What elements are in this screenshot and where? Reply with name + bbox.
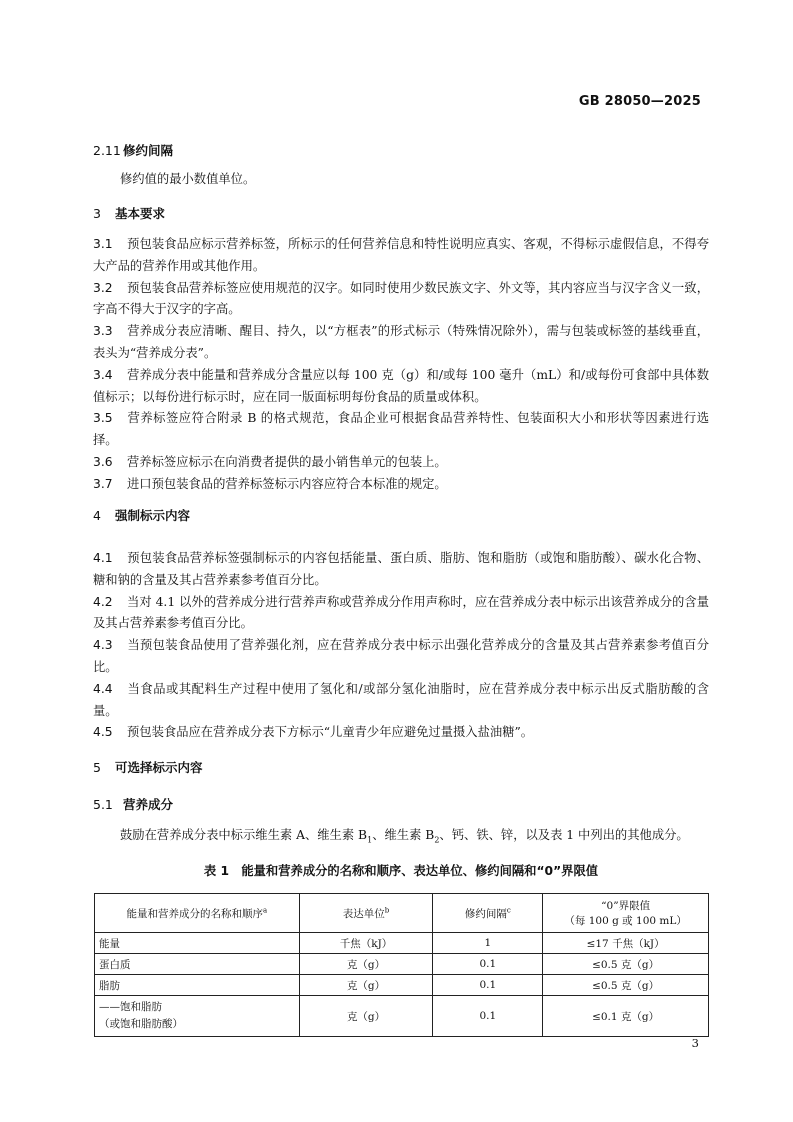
paragraph: 修约值的最小数值单位。 (120, 172, 256, 186)
clause-number: 4.5 (93, 725, 113, 740)
section-heading (93, 795, 709, 815)
section-3 (93, 204, 709, 496)
clause-number: 3.2 (93, 280, 113, 295)
cell-limit: ≤0.5 克（g） (543, 975, 709, 996)
table-caption: 表 1 能量和营养成分的名称和顺序、表达单位、修约间隔和“0”界限值 (203, 864, 599, 878)
clause-number: 4.4 (93, 681, 113, 696)
text-run: 、钙、铁、锌，以及表 1 中列出的其他成分。 (439, 828, 689, 842)
section-number: 4 (93, 508, 101, 523)
subscript: 1 (367, 835, 373, 845)
clause (93, 679, 709, 723)
clause-number: 3.6 (93, 454, 113, 469)
cell-interval: 0.1 (433, 975, 543, 996)
clause-text: 当食品或其配料生产过程中使用了氢化和/或部分氢化油脂时，应在营养成分表中标示出反式脂肪酸的含量。 (93, 681, 709, 718)
clause-list (93, 234, 709, 496)
text-run: 鼓励在营养成分表中标示维生素 A、维生素 B (120, 828, 368, 842)
cell-interval: 0.1 (433, 996, 543, 1037)
section-heading (93, 758, 709, 778)
clause-text: 预包装食品营养标签强制标示的内容包括能量、蛋白质、脂肪、饱和脂肪（或饱和脂肪酸）、碳水化合物、糖和钠的含量及其占营养素参考值百分比。 (93, 551, 709, 587)
section-5-1 (93, 795, 709, 851)
header-limit: “0”界限值 （每 100 g 或 100 mL） (543, 894, 709, 933)
clause-number: 3.5 (93, 411, 113, 426)
header-unit: 表达单位$^b$ (299, 894, 433, 933)
clause-text: 营养标签应符合附录 B 的格式规范，食品企业可根据食品营养特性、包装面积大小和形状等因素进行选择。 (93, 411, 709, 448)
table-row (95, 954, 709, 975)
paragraph (93, 825, 709, 851)
cell-name: 脂肪 (95, 975, 300, 996)
clause-text: 营养成分表应清晰、醒目、持久，以“方框表”的形式标示（特殊情况除外），需与包装或标签的基线垂直，表头为“营养成分表”。 (93, 324, 709, 360)
clause (93, 321, 709, 365)
table-header-row (95, 894, 709, 933)
cell-unit: 克（g） (299, 954, 433, 975)
cell-unit: 克（g） (299, 996, 433, 1037)
section-5 (93, 758, 709, 778)
header-name: 能量和营养成分的名称和顺序$^a$ (95, 894, 300, 933)
clause-number: 3.4 (93, 367, 113, 382)
cell-interval: 0.1 (433, 954, 543, 975)
cell-unit: 千焦（kJ） (299, 933, 433, 954)
section-heading (93, 141, 709, 161)
clause-number: 3.3 (93, 324, 113, 339)
clause (93, 408, 709, 452)
section-2-11 (93, 141, 709, 191)
clause-text: 预包装食品应标示营养标签，所标示的任何营养信息和特性说明应真实、客观，不得标示虚假信息，不得夸大产品的营养作用或其他作用。 (93, 237, 709, 273)
clause-text: 当对 4.1 以外的营养成分进行营养声称或营养成分作用声称时，应在营养成分表中标示出该营养成分的含量及其占营养素参考值百分比。 (93, 594, 709, 631)
section-number: 3 (93, 206, 101, 221)
section-number: 5.1 (93, 797, 113, 812)
cell-interval: 1 (433, 933, 543, 954)
table-row (95, 933, 709, 954)
clause (93, 474, 709, 496)
clause (93, 722, 709, 744)
clause-list (93, 548, 709, 744)
clause (93, 452, 709, 474)
section-title: 基本要求 (115, 206, 166, 221)
clause-number: 4.3 (93, 638, 113, 653)
clause-number: 3.7 (93, 476, 113, 491)
clause (93, 548, 709, 592)
clause (93, 234, 709, 278)
nutrition-table (94, 893, 709, 1037)
table-row (95, 996, 709, 1037)
table-row (95, 975, 709, 996)
clause (93, 365, 709, 409)
cell-unit: 克（g） (299, 975, 433, 996)
cell-limit: ≤17 千焦（kJ） (543, 933, 709, 954)
clause-text: 进口预包装食品的营养标签标示内容应符合本标准的规定。 (127, 476, 447, 491)
cell-name: 蛋白质 (95, 954, 300, 975)
clause (93, 635, 709, 679)
clause-text: 当预包装食品使用了营养强化剂，应在营养成分表中标示出强化营养成分的含量及其占营养素参考值百分比。 (93, 638, 709, 674)
clause-text: 营养成分表中能量和营养成分含量应以每 100 克（g）和/或每 100 毫升（mL）和/或每份可食部中具体数值标示；以每份进行标示时，应在同一版面标明每份食品的质量或体积。 (93, 367, 709, 404)
clause-number: 4.2 (93, 594, 113, 609)
cell-name: ——饱和脂肪 （或饱和脂肪酸） (95, 996, 300, 1037)
header-interval: 修约间隔$^c$ (433, 894, 543, 933)
section-title: 可选择标示内容 (115, 760, 203, 775)
clause-number: 3.1 (93, 237, 113, 251)
section-heading (93, 204, 709, 224)
clause-text: 营养标签应标示在向消费者提供的最小销售单元的包装上。 (127, 454, 447, 469)
section-number: 5 (93, 760, 101, 775)
clause-text: 预包装食品营养标签应使用规范的汉字。如同时使用少数民族文字、外文等，其内容应当与汉字含义一致，字高不得大于汉字的字高。 (93, 280, 709, 317)
clause-number: 4.1 (93, 551, 113, 565)
clause-text: 预包装食品应在营养成分表下方标示“儿童青少年应避免过量摄入盐油糖”。 (127, 725, 534, 740)
cell-limit: ≤0.1 克（g） (543, 996, 709, 1037)
cell-name: 能量 (95, 933, 300, 954)
standard-number: GB 28050—2025 (578, 94, 701, 109)
page-number: 3 (691, 1036, 699, 1050)
section-heading (93, 506, 709, 526)
text-run: 、维生素 B (372, 828, 435, 842)
subscript: 2 (434, 835, 440, 845)
section-title: 强制标示内容 (115, 508, 191, 523)
clause (93, 592, 709, 636)
cell-limit: ≤0.5 克（g） (543, 954, 709, 975)
clause (93, 278, 709, 322)
section-number: 2.11 (93, 143, 121, 158)
section-title: 营养成分 (123, 797, 174, 812)
section-4 (93, 506, 709, 744)
section-title: 修约间隔 (123, 143, 174, 158)
